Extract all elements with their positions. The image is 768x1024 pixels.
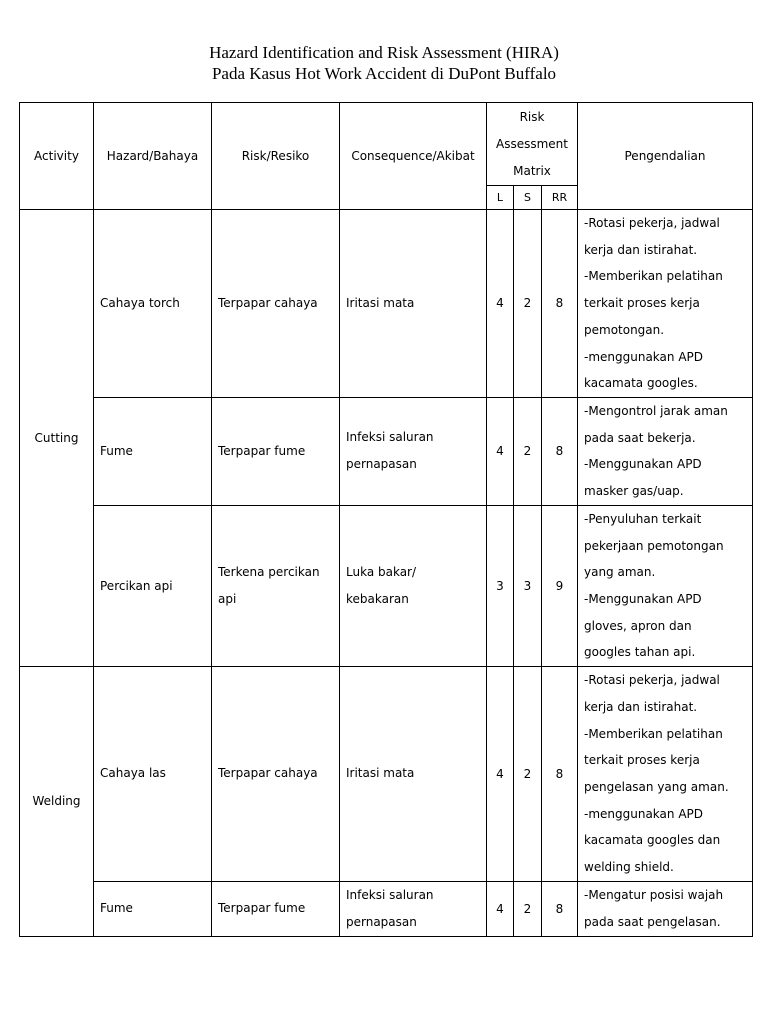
document-title: Hazard Identification and Risk Assessment (HIRA) [209, 43, 559, 62]
consequence-line: Iritasi mata [346, 295, 415, 310]
control-line: -Memberikan pelatihan [584, 269, 723, 284]
risk-cell [212, 881, 340, 936]
control-line: -Mengontrol jarak aman [584, 404, 728, 419]
header-control: Pengendalian [578, 103, 753, 210]
control-line: -Rotasi pekerja, jadwal [584, 216, 720, 230]
s-value-cell: 2 [514, 667, 542, 882]
rr-value-cell: 8 [542, 210, 578, 398]
s-value-cell: 2 [514, 881, 542, 936]
consequence-cell [340, 505, 487, 666]
consequence-line: Infeksi saluran [346, 430, 434, 445]
activity-cell: Welding [20, 667, 94, 937]
control-cell [578, 397, 753, 505]
table-row [20, 397, 753, 505]
header-risk: Risk/Resiko [212, 103, 340, 210]
consequence-cell [340, 881, 487, 936]
hira-table [19, 102, 753, 937]
control-line: pada saat pengelasan. [584, 914, 721, 929]
consequence-cell [340, 667, 487, 882]
risk-line: Terpapar cahaya [218, 295, 318, 310]
control-line: -menggunakan APD [584, 806, 704, 821]
control-line: terkait proses kerja [584, 753, 700, 768]
control-cell [578, 505, 753, 666]
header-hazard: Hazard/Bahaya [94, 103, 212, 210]
risk-line: Terpapar cahaya [218, 766, 318, 781]
control-line: kacamata googles dan [584, 833, 721, 848]
risk-cell [212, 397, 340, 505]
header-risk-matrix-line2: Assessment [496, 136, 568, 151]
control-line: -Memberikan pelatihan [584, 726, 723, 741]
l-value-cell: 4 [487, 667, 514, 882]
table-row [20, 667, 753, 882]
control-line: -menggunakan APD [584, 349, 704, 364]
control-line: -Menggunakan APD [584, 592, 702, 607]
control-line: gloves, apron dan [584, 618, 692, 633]
l-value-cell: 4 [487, 210, 514, 398]
control-line: -Mengatur posisi wajah [584, 888, 724, 903]
consequence-line: kebakaran [346, 592, 409, 607]
header-rr: RR [542, 186, 578, 210]
control-line: pemotongan. [584, 322, 665, 337]
l-value-cell: 4 [487, 881, 514, 936]
consequence-cell [340, 397, 487, 505]
risk-cell [212, 505, 340, 666]
control-line: masker gas/uap. [584, 484, 684, 499]
consequence-line: Iritasi mata [346, 766, 415, 781]
risk-line: Terkena percikan [218, 565, 320, 580]
table-row [20, 881, 753, 936]
control-cell [578, 881, 753, 936]
l-value-cell: 4 [487, 397, 514, 505]
header-consequence: Consequence/Akibat [340, 103, 487, 210]
table-row [20, 210, 753, 398]
risk-line: api [218, 592, 237, 607]
rr-value-cell: 8 [542, 397, 578, 505]
control-line: kerja dan istirahat. [584, 242, 698, 257]
s-value-cell: 3 [514, 505, 542, 666]
l-value-cell: 3 [487, 505, 514, 666]
document-subtitle: Pada Kasus Hot Work Accident di DuPont Buffalo [211, 64, 557, 83]
control-line: yang aman. [584, 565, 656, 580]
control-line: pengelasan yang aman. [584, 779, 729, 794]
risk-cell [212, 210, 340, 398]
s-value-cell: 2 [514, 210, 542, 398]
table-row [20, 505, 753, 666]
rr-value-cell: 8 [542, 667, 578, 882]
consequence-line: pernapasan [346, 914, 417, 929]
risk-cell [212, 667, 340, 882]
control-line: pada saat bekerja. [584, 430, 696, 445]
control-line: welding shield. [584, 860, 674, 875]
header-risk-matrix-line3: Matrix [513, 163, 551, 178]
header-l: L [487, 186, 514, 210]
header-risk-matrix-line1: Risk [519, 109, 545, 124]
control-line: -Penyuluhan terkait [584, 511, 702, 526]
header-risk-matrix [487, 103, 578, 186]
header-s: S [514, 186, 542, 210]
control-line: -Menggunakan APD [584, 457, 702, 472]
risk-line: Terpapar fume [218, 443, 306, 458]
control-line: kacamata googles. [584, 376, 698, 391]
consequence-line: Infeksi saluran [346, 887, 434, 902]
control-line: terkait proses kerja [584, 296, 700, 311]
hazard-cell: Cahaya torch [94, 210, 212, 398]
control-line: kerja dan istirahat. [584, 699, 698, 714]
hazard-cell: Cahaya las [94, 667, 212, 882]
control-cell [578, 667, 753, 882]
control-line: googles tahan api. [584, 645, 696, 660]
control-line: pekerjaan pemotongan [584, 538, 724, 553]
hazard-cell: Fume [94, 881, 212, 936]
activity-cell: Cutting [20, 210, 94, 667]
control-line: -Rotasi pekerja, jadwal [584, 673, 720, 688]
consequence-line: Luka bakar/ [346, 565, 417, 580]
table-body [20, 210, 753, 937]
hazard-cell: Percikan api [94, 505, 212, 666]
s-value-cell: 2 [514, 397, 542, 505]
rr-value-cell: 8 [542, 881, 578, 936]
consequence-cell [340, 210, 487, 398]
hazard-cell: Fume [94, 397, 212, 505]
rr-value-cell: 9 [542, 505, 578, 666]
control-cell [578, 210, 753, 398]
consequence-line: pernapasan [346, 457, 417, 472]
risk-line: Terpapar fume [218, 901, 306, 916]
header-activity: Activity [20, 103, 94, 210]
